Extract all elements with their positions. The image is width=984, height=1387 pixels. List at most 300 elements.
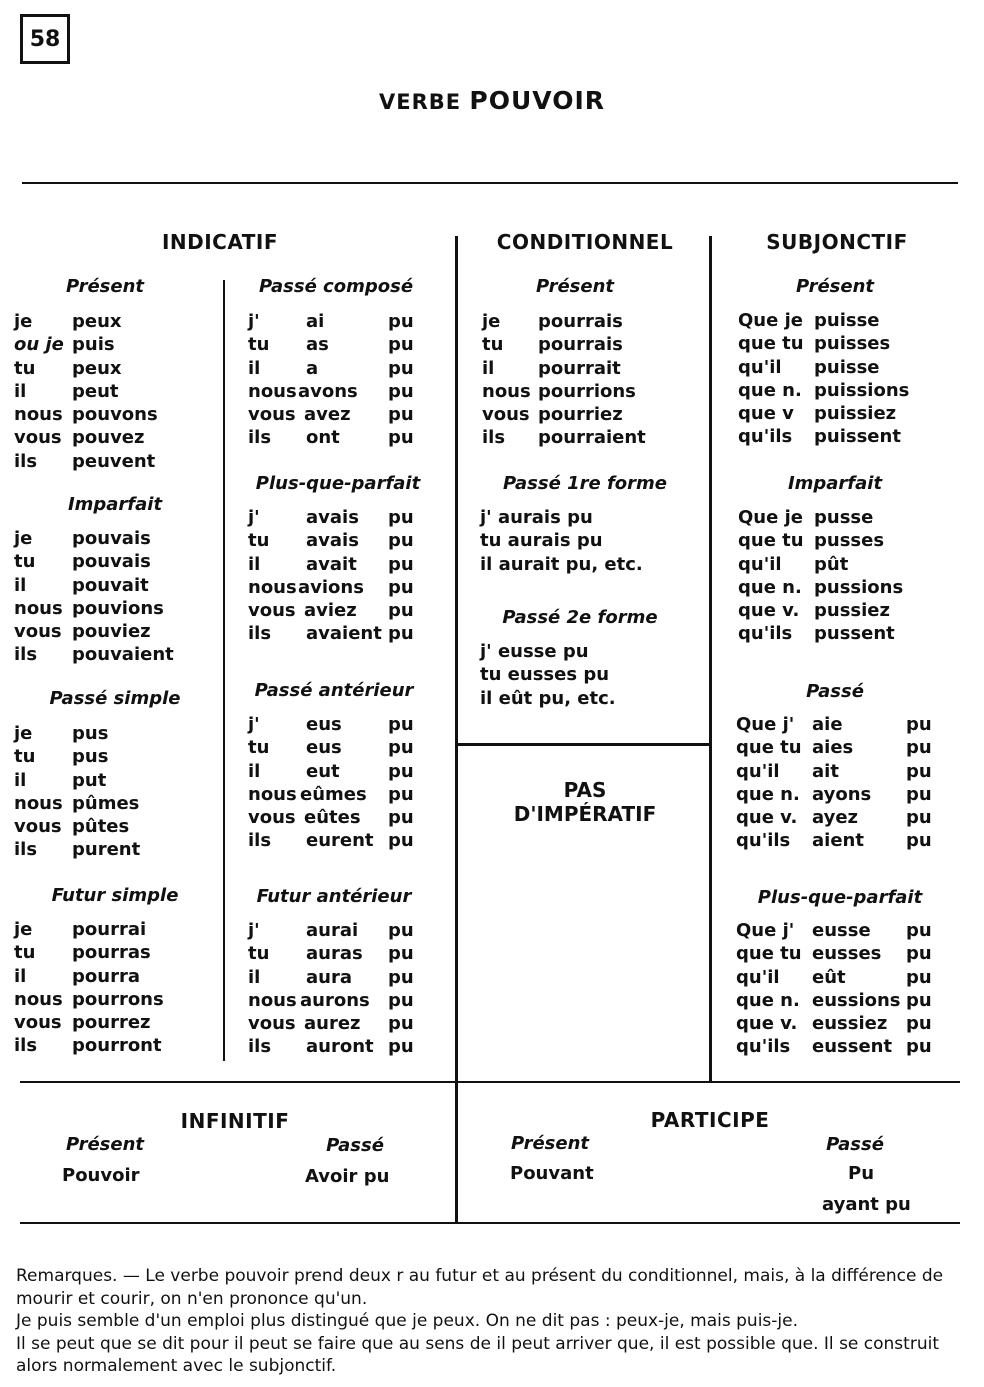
participle: pu: [906, 807, 932, 829]
conj-row: [738, 309, 958, 332]
conj-row: [14, 988, 214, 1011]
participle: pu: [388, 357, 414, 379]
form: peux: [72, 357, 122, 379]
aux: avez: [304, 404, 351, 426]
conj-row: [248, 622, 448, 645]
conj-row: [14, 918, 214, 941]
pronoun: tu: [14, 357, 36, 379]
participle: pu: [388, 1013, 414, 1035]
infinitif-present-label: Présent: [65, 1134, 145, 1155]
pronoun: je: [14, 723, 33, 744]
conj-row: [14, 620, 214, 643]
imperatif-line2: D'IMPÉRATIF: [513, 802, 657, 826]
form: pouvait: [72, 574, 149, 596]
aux: eurent: [306, 830, 374, 852]
conditionnel-heading: CONDITIONNEL: [496, 230, 674, 254]
participe-passe-value1: Pu: [848, 1163, 875, 1184]
conj-row: [248, 553, 448, 576]
conj-row: [14, 745, 214, 768]
form: j' eusse pu: [480, 641, 589, 662]
aux: aie: [812, 714, 843, 735]
form: pourrais: [538, 334, 623, 356]
form: pourrais: [538, 311, 623, 332]
conj-row: [14, 574, 214, 597]
pronoun: ils: [248, 427, 272, 449]
participle: pu: [388, 623, 414, 645]
conj-row: [14, 643, 214, 666]
participle: pu: [388, 311, 414, 332]
pronoun: je: [14, 528, 33, 549]
conj-row: [14, 403, 214, 426]
conj-row: [248, 1035, 448, 1058]
pronoun: vous: [248, 807, 296, 829]
conj-row: [482, 380, 702, 403]
form: pourront: [72, 1035, 162, 1057]
pronoun: tu: [248, 334, 270, 356]
cond-present-rows: [482, 310, 702, 450]
aux: aura: [306, 966, 352, 988]
cond-passe2-label: Passé 2e forme: [502, 607, 658, 628]
participle: pu: [388, 334, 414, 356]
pronoun: Que je: [738, 507, 803, 528]
form: pouviez: [72, 621, 151, 643]
conj-row: [14, 310, 214, 333]
pronoun: qu'ils: [736, 1036, 791, 1058]
pronoun: tu: [14, 942, 36, 964]
form: pussions: [814, 576, 904, 598]
conj-row: [14, 965, 214, 988]
participle: pu: [388, 714, 414, 735]
conj-row: [736, 829, 958, 852]
conj-row: [480, 553, 705, 576]
aux: aurai: [306, 920, 359, 941]
pronoun: que v.: [738, 600, 800, 622]
pronoun: tu: [14, 746, 36, 768]
pronoun: qu'ils: [738, 426, 793, 448]
form: pourrez: [72, 1012, 151, 1034]
indicatif-heading: INDICATIF: [161, 230, 279, 254]
divider-cond-subj: [709, 236, 712, 1082]
subj-present-rows: [738, 309, 958, 449]
form: pourrai: [72, 919, 147, 940]
participe-passe-label: Passé: [826, 1134, 884, 1155]
pronoun: ils: [14, 450, 38, 472]
conj-row: [248, 357, 448, 380]
pronoun: vous: [14, 621, 62, 643]
form: pourriez: [538, 404, 623, 426]
pronoun: ou je: [14, 334, 64, 356]
pronoun: que n.: [736, 989, 800, 1011]
form: pouvais: [72, 551, 151, 573]
pronoun: qu'il: [736, 760, 780, 782]
participle: pu: [388, 404, 414, 426]
form: puisses: [814, 333, 891, 355]
participle: pu: [388, 807, 414, 829]
form: pus: [72, 723, 109, 744]
aux: avait: [306, 553, 357, 575]
conj-row: [14, 941, 214, 964]
conj-row: [738, 379, 958, 402]
participle: pu: [906, 943, 932, 965]
conj-row: [14, 769, 214, 792]
conj-row: [248, 529, 448, 552]
pronoun: vous: [14, 816, 62, 838]
subj-pqp-rows: [736, 919, 958, 1059]
conj-row: [738, 529, 958, 552]
form: pusses: [814, 530, 885, 552]
pronoun: ils: [248, 623, 272, 645]
form: puisse: [814, 356, 880, 378]
form: peut: [72, 380, 119, 402]
form: j' aurais pu: [480, 507, 593, 528]
aux: eût: [812, 966, 846, 988]
conj-row: [248, 403, 448, 426]
conj-row: [248, 310, 448, 333]
participle: pu: [906, 760, 932, 782]
pronoun: qu'ils: [738, 623, 793, 645]
participle: pu: [388, 989, 414, 1011]
conj-row: [248, 829, 448, 852]
remarques: [16, 1265, 966, 1378]
cond-passe2-rows: [480, 640, 705, 710]
form: pussent: [814, 623, 895, 645]
pronoun: Que j': [736, 714, 795, 735]
participle: pu: [388, 576, 414, 598]
form: purent: [72, 839, 141, 861]
pronoun: il: [482, 357, 495, 379]
pronoun: vous: [14, 427, 62, 449]
pronoun: il: [248, 357, 261, 379]
conj-row: [480, 506, 705, 529]
pronoun: je: [14, 311, 33, 332]
remarque-1: Remarques. — Le verbe pouvoir prend deux r au futur et au présent du conditionnel, mais, à la différence de mourir et courir, on n'en prononce qu'un.: [16, 1266, 944, 1309]
aux: ayons: [812, 783, 872, 805]
form: il eût pu, etc.: [480, 687, 616, 709]
participle: pu: [906, 920, 932, 941]
ind-imparfait-label: Imparfait: [67, 494, 163, 515]
aux: eussions: [812, 989, 901, 1011]
ind-futur-anterieur-label: Futur antérieur: [256, 886, 412, 907]
aux: ait: [812, 760, 839, 782]
subj-present-label: Présent: [795, 276, 875, 297]
pronoun: j': [248, 311, 260, 332]
aux: eûmes: [300, 783, 367, 805]
infinitif-present-value: Pouvoir: [62, 1165, 140, 1186]
conj-row: [480, 640, 705, 663]
aux: eut: [306, 760, 340, 782]
conj-row: [736, 760, 958, 783]
aux: aient: [812, 830, 864, 852]
aux: ai: [306, 311, 325, 332]
conj-row: [248, 713, 448, 736]
conj-row: [248, 1012, 448, 1035]
form: peuvent: [72, 450, 156, 472]
conj-row: [14, 426, 214, 449]
participe-heading: PARTICIPE: [650, 1108, 770, 1132]
conj-row: [14, 722, 214, 745]
form: pouvais: [72, 528, 151, 549]
conj-row: [248, 426, 448, 449]
pronoun: il: [248, 760, 261, 782]
pronoun: nous: [248, 576, 297, 598]
infinitif-passe-value: Avoir pu: [305, 1166, 390, 1187]
bottom-rule: [20, 1222, 960, 1224]
pronoun: tu: [14, 551, 36, 573]
conj-row: [14, 550, 214, 573]
participe-passe-value2: ayant pu: [822, 1194, 911, 1215]
form: pourraient: [538, 427, 646, 449]
conj-row: [736, 989, 958, 1012]
ind-passe-anterieur-label: Passé antérieur: [254, 680, 414, 701]
subjonctif-heading: SUBJONCTIF: [766, 230, 908, 254]
form: puissions: [814, 379, 910, 401]
ind-futur-anterieur-rows: [248, 919, 448, 1059]
ind-futur-simple-rows: [14, 918, 214, 1058]
pronoun: j': [248, 714, 260, 735]
conj-row: [14, 815, 214, 838]
pronoun: que n.: [738, 379, 802, 401]
conj-row: [14, 380, 214, 403]
participle: pu: [388, 830, 414, 852]
form: pourras: [72, 942, 151, 964]
form: pourrions: [538, 380, 636, 402]
conj-row: [736, 966, 958, 989]
aux: avaient: [306, 623, 382, 645]
pronoun: ils: [14, 1035, 38, 1057]
pronoun: ils: [482, 427, 506, 449]
pronoun: tu: [248, 737, 270, 759]
mid-rule: [20, 1081, 960, 1083]
pronoun: nous: [248, 989, 297, 1011]
conj-row: [248, 989, 448, 1012]
pronoun: vous: [248, 600, 296, 622]
cond-passe1-label: Passé 1re forme: [502, 473, 667, 494]
participle: pu: [388, 943, 414, 965]
aux: eus: [306, 714, 342, 735]
conj-row: [736, 736, 958, 759]
conj-row: [14, 838, 214, 861]
pronoun: nous: [14, 792, 63, 814]
aux: ont: [306, 427, 340, 449]
form: pusse: [814, 507, 874, 528]
conj-row: [248, 380, 448, 403]
form: puissent: [814, 426, 901, 448]
pronoun: nous: [482, 380, 531, 402]
pronoun: vous: [482, 404, 530, 426]
pronoun: que tu: [738, 530, 804, 552]
aux: a: [306, 357, 319, 379]
participle: pu: [388, 1036, 414, 1058]
cond-imper-rule: [456, 743, 711, 746]
form: puis: [72, 334, 115, 356]
participle: pu: [906, 830, 932, 852]
aux: eûtes: [304, 807, 361, 829]
pronoun: il: [14, 769, 27, 791]
pronoun: qu'il: [736, 966, 780, 988]
form: pourrons: [72, 988, 164, 1010]
remarque-3: Il se peut que se dit pour il peut se faire que au sens de il peut arriver que, il est possible que. Il se construit alors normalement avec le subjonctif.: [16, 1333, 939, 1376]
conj-row: [482, 426, 702, 449]
page-number: 58: [20, 14, 70, 64]
form: pouvions: [72, 597, 164, 619]
aux: aviez: [304, 600, 357, 622]
pronoun: je: [482, 311, 501, 332]
pronoun: il: [14, 380, 27, 402]
pronoun: il: [248, 553, 261, 575]
pronoun: vous: [248, 404, 296, 426]
pronoun: qu'ils: [736, 830, 791, 852]
pronoun: il: [14, 965, 27, 987]
divider-ind-cond: [455, 236, 458, 1224]
page-title: [0, 86, 984, 115]
pronoun: ils: [14, 644, 38, 666]
conj-row: [738, 402, 958, 425]
pronoun: tu: [248, 530, 270, 552]
cond-present-label: Présent: [535, 276, 615, 297]
conj-row: [738, 576, 958, 599]
pronoun: je: [14, 919, 33, 940]
conj-row: [14, 450, 214, 473]
aux: auront: [306, 1036, 374, 1058]
form: peux: [72, 311, 122, 332]
ind-pqp-rows: [248, 506, 448, 646]
infinitif-passe-label: Passé: [326, 1135, 384, 1156]
participle: pu: [906, 989, 932, 1011]
conj-row: [248, 576, 448, 599]
pronoun: vous: [248, 1013, 296, 1035]
ind-futur-simple-label: Futur simple: [51, 885, 179, 906]
subj-imparfait-rows: [738, 506, 958, 646]
participle: pu: [906, 1036, 932, 1058]
conj-row: [480, 687, 705, 710]
pronoun: que n.: [738, 576, 802, 598]
pronoun: il: [248, 966, 261, 988]
pronoun: que tu: [736, 943, 802, 965]
conj-row: [14, 597, 214, 620]
conj-row: [248, 333, 448, 356]
form: pût: [814, 553, 849, 575]
participle: pu: [388, 920, 414, 941]
form: pourra: [72, 965, 140, 987]
conj-row: [482, 310, 702, 333]
pronoun: tu: [482, 334, 504, 356]
form: pourrait: [538, 357, 621, 379]
conj-row: [738, 553, 958, 576]
conj-row: [736, 1012, 958, 1035]
ind-present-label: Présent: [65, 276, 145, 297]
conj-row: [248, 760, 448, 783]
ind-pqp-label: Plus-que-parfait: [255, 473, 421, 494]
divider-ind-inner: [223, 280, 225, 1061]
conj-row: [14, 333, 214, 356]
ind-imparfait-rows: [14, 527, 214, 667]
participle: pu: [906, 1013, 932, 1035]
participle: pu: [388, 427, 414, 449]
aux: aurons: [300, 989, 370, 1011]
title-verb: POUVOIR: [469, 86, 606, 115]
pronoun: qu'il: [738, 553, 782, 575]
form: pouvons: [72, 404, 158, 426]
form: il aurait pu, etc.: [480, 553, 643, 575]
subj-passe-rows: [736, 713, 958, 853]
pronoun: qu'il: [738, 356, 782, 378]
form: puisse: [814, 310, 880, 331]
conj-row: [738, 356, 958, 379]
aux: avais: [306, 530, 359, 552]
conj-row: [14, 1034, 214, 1057]
cond-passe1-rows: [480, 506, 705, 576]
participle: pu: [388, 553, 414, 575]
conj-row: [738, 425, 958, 448]
participle: pu: [388, 380, 414, 402]
participle: pu: [388, 783, 414, 805]
participle: pu: [388, 530, 414, 552]
conj-row: [248, 599, 448, 622]
imperatif-note: [460, 778, 710, 826]
participe-present-label: Présent: [510, 1133, 590, 1154]
conj-row: [482, 357, 702, 380]
form: pûtes: [72, 816, 130, 838]
aux: avions: [298, 576, 364, 598]
participle: pu: [388, 737, 414, 759]
ind-passe-compose-label: Passé composé: [258, 276, 414, 297]
pronoun: nous: [14, 597, 63, 619]
conj-row: [482, 403, 702, 426]
conj-row: [736, 783, 958, 806]
conj-row: [738, 622, 958, 645]
conj-row: [736, 919, 958, 942]
ind-passe-anterieur-rows: [248, 713, 448, 853]
pronoun: nous: [248, 783, 297, 805]
pronoun: que v.: [736, 1013, 798, 1035]
ind-present-rows: [14, 310, 214, 473]
conj-row: [480, 663, 705, 686]
aux: auras: [306, 943, 363, 965]
subj-imparfait-label: Imparfait: [787, 473, 883, 494]
conj-row: [14, 792, 214, 815]
form: pouvaient: [72, 644, 174, 666]
form: pûmes: [72, 792, 140, 814]
participle: pu: [906, 966, 932, 988]
participle: pu: [906, 714, 932, 735]
conj-row: [14, 357, 214, 380]
aux: as: [306, 334, 329, 356]
conj-row: [248, 966, 448, 989]
ind-passe-simple-rows: [14, 722, 214, 862]
participle: pu: [906, 737, 932, 759]
conj-row: [736, 806, 958, 829]
form: tu eusses pu: [480, 664, 610, 686]
pronoun: nous: [14, 988, 63, 1010]
participle: pu: [388, 760, 414, 782]
pronoun: il: [14, 574, 27, 596]
conj-row: [248, 919, 448, 942]
conj-row: [248, 942, 448, 965]
remarque-2: Je puis semble d'un emploi plus distingué que je peux. On ne dit pas : peux-je, mais puis-je.: [16, 1311, 798, 1331]
aux: eusses: [812, 943, 882, 965]
ind-passe-compose-rows: [248, 310, 448, 450]
pronoun: nous: [248, 380, 297, 402]
pronoun: Que je: [738, 310, 803, 331]
conj-row: [480, 529, 705, 552]
conj-row: [738, 332, 958, 355]
form: pus: [72, 746, 109, 768]
aux: avons: [298, 380, 358, 402]
participle: pu: [388, 600, 414, 622]
pronoun: Que j': [736, 920, 795, 941]
pronoun: ils: [248, 830, 272, 852]
pronoun: que n.: [736, 783, 800, 805]
